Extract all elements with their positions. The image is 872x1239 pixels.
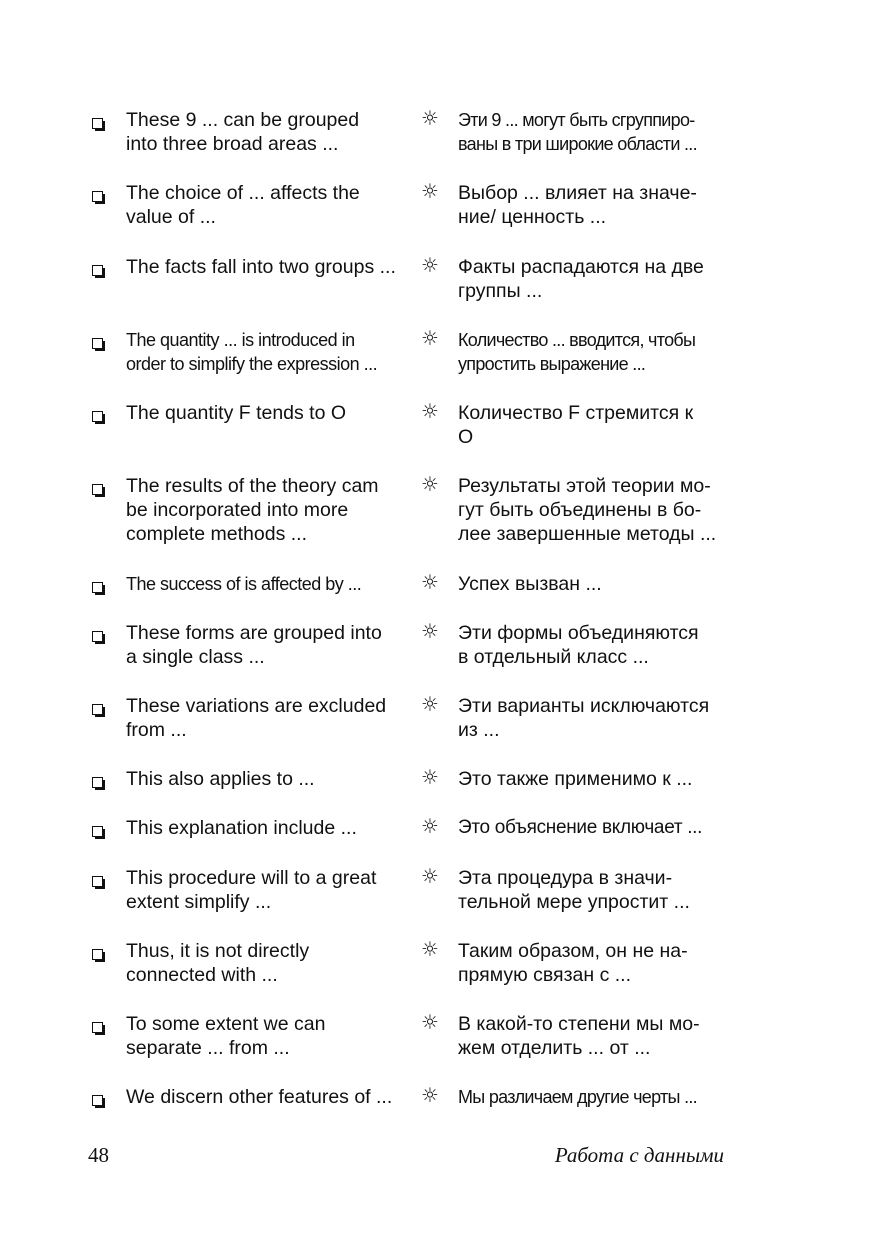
english-phrase: To some extent we can separate ... from ... xyxy=(126,1013,326,1059)
phrase-row-1 xyxy=(0,106,872,186)
english-phrase: This procedure will to a great extent simplify ... xyxy=(126,867,377,913)
checkbox-square-icon xyxy=(92,191,103,202)
russian-translation: Эта процедура в значи- тельной мере упростит ... xyxy=(458,867,690,913)
sun-icon: ☼ xyxy=(421,692,439,716)
phrase-row-4 xyxy=(0,326,872,406)
sun-icon: ☼ xyxy=(421,1010,439,1034)
english-phrase: The results of the theory cam be incorporated into more complete methods ... xyxy=(126,475,379,545)
russian-translation: Факты распадаются на две группы ... xyxy=(458,256,704,302)
running-footer-title: Работа с данными xyxy=(554,1143,724,1167)
checkbox-square-icon xyxy=(92,949,103,960)
sun-icon: ☼ xyxy=(421,937,439,961)
english-phrase: Thus, it is not directly connected with ... xyxy=(126,940,310,986)
phrase-row-13 xyxy=(0,937,872,1017)
phrase-row-14 xyxy=(0,1010,872,1090)
checkbox-square-icon xyxy=(92,704,103,715)
sun-icon: ☼ xyxy=(421,570,439,594)
sun-icon: ☼ xyxy=(421,619,439,643)
english-phrase: These forms are grouped into a single class ... xyxy=(126,622,382,668)
english-phrase: This also applies to ... xyxy=(126,768,315,790)
checkbox-square-icon xyxy=(92,411,103,422)
phrase-row-6 xyxy=(0,472,872,576)
checkbox-square-icon xyxy=(92,338,103,349)
sun-icon: ☼ xyxy=(421,814,439,838)
checkbox-square-icon xyxy=(92,265,103,276)
english-phrase: These variations are excluded from ... xyxy=(126,695,387,741)
sun-icon: ☼ xyxy=(421,1083,439,1107)
sun-icon: ☼ xyxy=(421,399,439,423)
russian-translation: Это объяснение включает ... xyxy=(458,817,703,838)
checkbox-square-icon xyxy=(92,1095,103,1106)
english-phrase: This explanation include ... xyxy=(126,817,357,839)
sun-icon: ☼ xyxy=(421,765,439,789)
phrase-row-12 xyxy=(0,864,872,944)
sun-icon: ☼ xyxy=(421,179,439,203)
russian-translation: Эти 9 ... могут быть сгруппиро- ваны в три широкие области ... xyxy=(458,110,697,154)
checkbox-square-icon xyxy=(92,631,103,642)
english-phrase: The success of is affected by ... xyxy=(126,574,362,594)
checkbox-square-icon xyxy=(92,1022,103,1033)
english-phrase: These 9 ... can be grouped into three broad areas ... xyxy=(126,109,360,155)
sun-icon: ☼ xyxy=(421,106,439,130)
russian-translation: Таким образом, он не на- прямую связан с ... xyxy=(458,940,688,986)
checkbox-square-icon xyxy=(92,118,103,129)
english-phrase: The facts fall into two groups ... xyxy=(126,256,396,278)
phrase-row-8 xyxy=(0,619,872,699)
phrase-row-15 xyxy=(0,1083,872,1129)
phrase-row-3 xyxy=(0,253,872,333)
russian-translation: Успех вызван ... xyxy=(458,573,602,595)
russian-translation: В какой-то степени мы мо- жем отделить ... от ... xyxy=(458,1013,700,1059)
russian-translation: Количество ... вводится, чтобы упростить выражение ... xyxy=(458,330,696,374)
checkbox-square-icon xyxy=(92,876,103,887)
sun-icon: ☼ xyxy=(421,326,439,350)
page-number: 48 xyxy=(88,1143,109,1167)
english-phrase: The quantity ... is introduced in order to simplify the expression ... xyxy=(126,330,378,374)
english-phrase: We discern other features of ... xyxy=(126,1086,393,1108)
sun-icon: ☼ xyxy=(421,472,439,496)
sun-icon: ☼ xyxy=(421,253,439,277)
russian-translation: Эти формы объединяются в отдельный класс ... xyxy=(458,622,699,668)
checkbox-square-icon xyxy=(92,777,103,788)
checkbox-square-icon xyxy=(92,484,103,495)
russian-translation: Выбор ... влияет на значе- ние/ ценность ... xyxy=(458,182,697,228)
phrase-row-9 xyxy=(0,692,872,772)
russian-translation: Количество F стремится к O xyxy=(458,402,694,448)
phrase-row-2 xyxy=(0,179,872,259)
sun-icon: ☼ xyxy=(421,864,439,888)
phrase-row-5 xyxy=(0,399,872,479)
checkbox-square-icon xyxy=(92,826,103,837)
russian-translation: Мы различаем другие черты ... xyxy=(458,1087,697,1107)
russian-translation: Результаты этой теории мо- гут быть объединены в бо- лее завершенные методы ... xyxy=(458,475,717,545)
english-phrase: The quantity F tends to O xyxy=(126,402,347,424)
english-phrase: The choice of ... affects the value of ... xyxy=(126,182,360,228)
russian-translation: Это также применимо к ... xyxy=(458,768,693,790)
checkbox-square-icon xyxy=(92,582,103,593)
russian-translation: Эти варианты исключаются из ... xyxy=(458,695,710,741)
